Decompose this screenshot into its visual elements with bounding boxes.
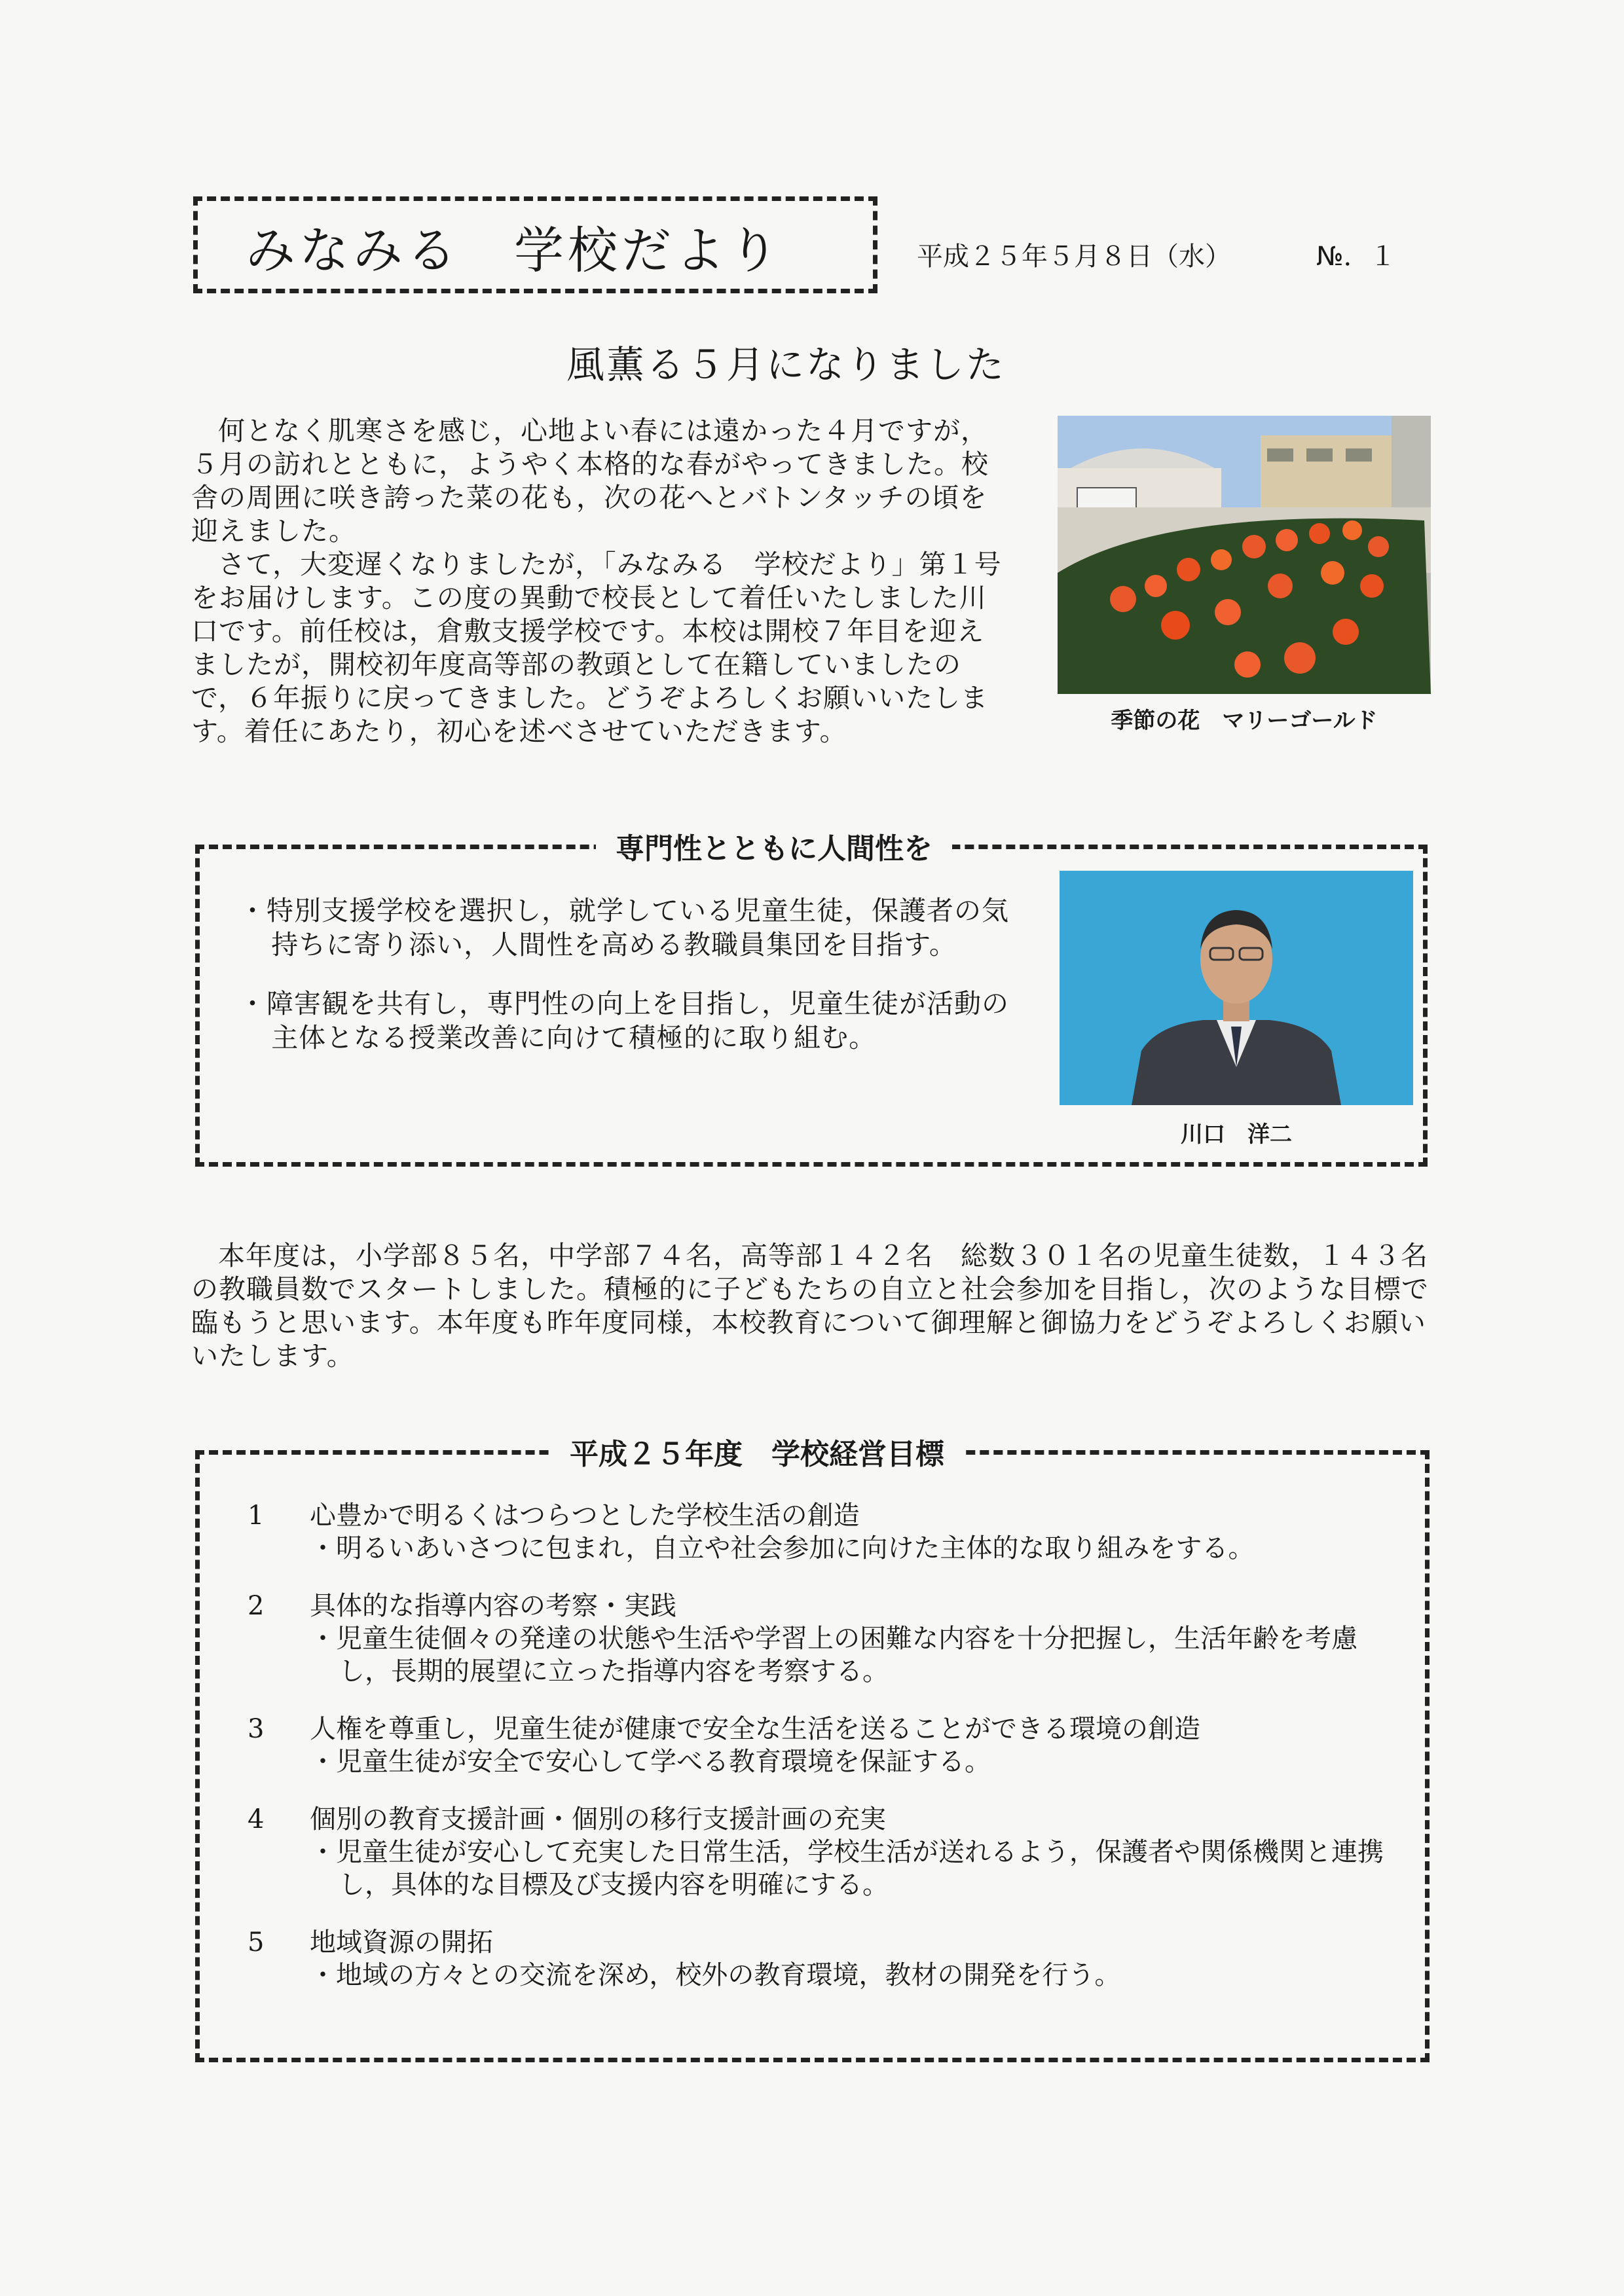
- goals-list: [241, 1499, 1407, 2016]
- goal-item-1: [241, 1499, 1407, 1565]
- goal-title: 個別の教育支援計画・個別の移行支援計画の充実: [310, 1804, 886, 1834]
- newsletter-title: みなみる 学校だより: [246, 221, 783, 280]
- issue-date: 平成２５年５月８日（水）: [917, 242, 1231, 272]
- goal-item-5: [241, 1926, 1407, 1992]
- goal-description: ・児童生徒個々の発達の状態や生活や学習上の困難な内容を十分把握し，生活年齢を考慮し，長期的展望に立った指導内容を考察する。: [310, 1624, 1357, 1686]
- goal-description: ・児童生徒が安心して充実した日常生活，学校生活が送れるよう，保護者や関係機関と連携し，具体的な目標及び支援内容を明確にする。: [310, 1837, 1384, 1900]
- goals-heading: 平成２５年度 学校経営目標: [550, 1430, 964, 1472]
- goal-title: 具体的な指導内容の考察・実践: [310, 1591, 676, 1621]
- intro-paragraph-2: さて，大変遅くなりましたが，「みなみる 学校だより」第１号をお届けします。この度の異動で校長として着任いたしました川口です。前任校は，倉敷支援学校です。本校は開校７年目を迎えましたが，開校初年度高等部の教頭として在籍していましたので，６年振りに戻ってきました。どうぞよろしくお願いいたします。着任にあたり，初心を述べさせていただきます。: [191, 549, 1002, 747]
- principal-heading: 専門性とともに人間性を: [596, 825, 952, 867]
- principal-bullet-1: ・特別支援学校を選択し，就学している児童生徒，保護者の気持ちに寄り添い，人間性を高める教職員集団を目指す。: [239, 895, 1009, 960]
- intro-heading: 風薫る５月になりました: [566, 342, 1006, 387]
- principal-name: 川口 洋二: [1181, 1121, 1292, 1148]
- intro-paragraph-1: 何となく肌寒さを感じ，心地よい春には遠かった４月ですが，５月の訪れとともに，ようやく本格的な春がやってきました。校舎の周囲に咲き誇った菜の花も，次の花へとバトンタッチの頃を迎えました。: [191, 415, 989, 547]
- goal-title: 地域資源の開拓: [310, 1927, 493, 1958]
- principal-photo: [1060, 871, 1413, 1105]
- goal-number: 2: [248, 1591, 265, 1621]
- goal-title: 心豊かで明るくはつらつとした学校生活の創造: [310, 1501, 860, 1531]
- principal-bullet-2: ・障害観を共有し，専門性の向上を目指し，児童生徒が活動の主体となる授業改善に向けて積極的に取り組む。: [239, 988, 1009, 1053]
- principal-bullets: [239, 894, 1025, 1080]
- goal-number: 3: [248, 1714, 265, 1744]
- goal-number: 4: [248, 1804, 265, 1834]
- goal-description: ・地域の方々との交流を深め，校外の教育環境，教材の開発を行う。: [310, 1960, 1121, 1990]
- intro-text: [191, 414, 1010, 748]
- marigold-photo: [1058, 416, 1431, 694]
- goal-item-4: [241, 1803, 1407, 1901]
- photo-caption: 季節の花 マリーゴールド: [1111, 708, 1378, 734]
- goal-description: ・明るいあいさつに包まれ，自立や社会参加に向けた主体的な取り組みをする。: [310, 1533, 1255, 1563]
- goal-number: 1: [248, 1501, 265, 1531]
- goal-title: 人権を尊重し，児童生徒が健康で安全な生活を送ることができる環境の創造: [310, 1714, 1200, 1744]
- summary-text: 本年度は，小学部８５名，中学部７４名，高等部１４２名 総数３０１名の児童生徒数，１４３名の教職員数でスタートしました。積極的に子どもたちの自立と社会参加を目指し，次のような目標で臨もうと思います。本年度も昨年度同様，本校教育について御理解と御協力をどうぞよろしくお願いいたします。: [191, 1240, 1429, 1372]
- goal-item-3: [241, 1713, 1407, 1778]
- goal-description: ・児童生徒が安全で安心して学べる教育環境を保証する。: [310, 1747, 991, 1777]
- goal-item-2: [241, 1590, 1407, 1688]
- issue-number: №．１: [1316, 242, 1396, 272]
- goal-number: 5: [248, 1927, 265, 1958]
